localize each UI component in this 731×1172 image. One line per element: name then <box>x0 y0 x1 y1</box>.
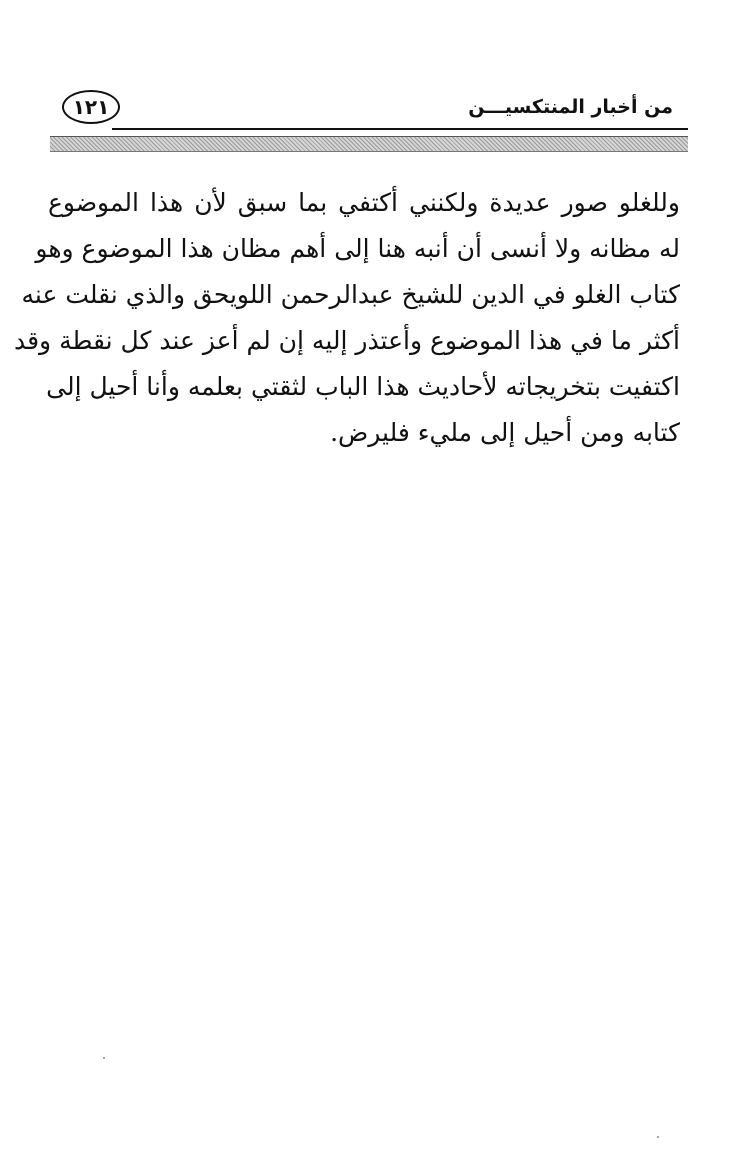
text-line: له مظانه ولا أنسى أن أنبه هنا إلى أهم مظان هذا الموضوع وهو <box>35 234 680 263</box>
text-line: كتابه ومن أحيل إلى مليء فليرض. <box>330 418 680 447</box>
text-line: وللغلو صور عديدة ولكنني أكتفي بما سبق لأن هذا الموضوع <box>48 188 680 217</box>
page-number-badge <box>62 90 120 124</box>
body-paragraph <box>13 180 680 456</box>
header-decorative-band <box>50 136 688 152</box>
scan-speck <box>657 1136 659 1138</box>
running-title: من أخبار المنتكسيـــن <box>468 96 673 118</box>
scan-speck <box>103 1057 105 1059</box>
text-line: أكثر ما في هذا الموضوع وأعتذر إليه إن لم أعز عند كل نقطة وقد <box>13 326 680 355</box>
text-line: اكتفيت بتخريجاته لأحاديث هذا الباب لثقتي بعلمه وأنا أحيل إلى <box>46 372 680 401</box>
header-rule <box>112 128 688 130</box>
text-line: كتاب الغلو في الدين للشيخ عبدالرحمن اللويحق والذي نقلت عنه <box>21 280 680 309</box>
page-number: ١٢١ <box>72 95 110 119</box>
